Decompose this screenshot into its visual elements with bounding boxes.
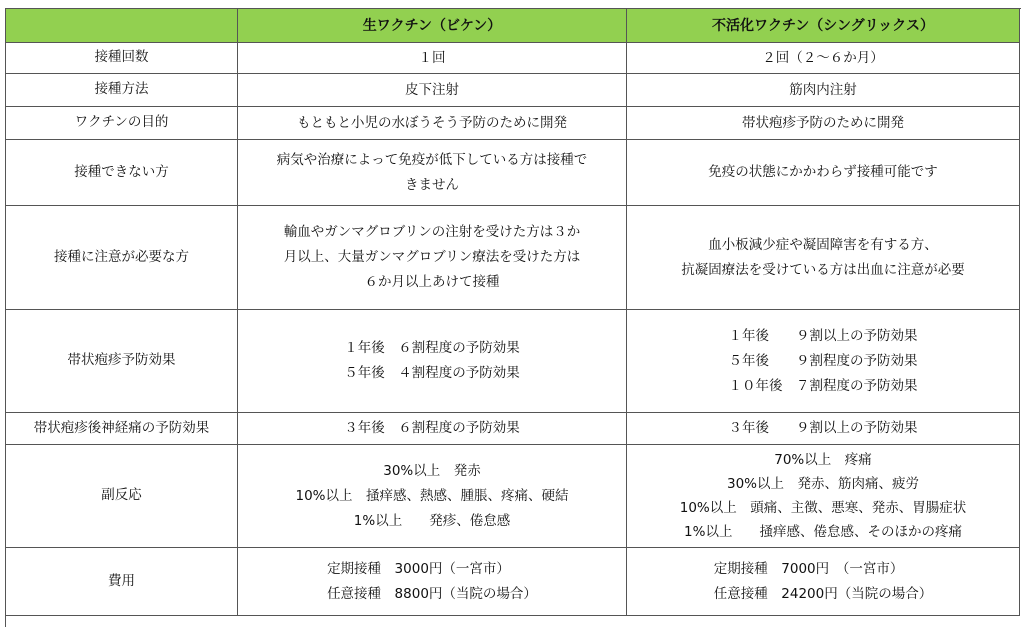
live-vaccine-cell	[238, 74, 627, 107]
inactivated-vaccine-cell	[627, 445, 1020, 548]
live-vaccine-cell	[238, 413, 627, 445]
cell-line: ２回（２〜６か月）	[762, 49, 884, 66]
cell-line: ３年後 ６割程度の予防効果	[344, 420, 520, 436]
cell-line: １年後 ６割程度の予防効果	[344, 340, 520, 356]
row-label: 帯状疱疹後神経痛の予防効果	[6, 413, 238, 445]
inactivated-vaccine-cell	[627, 413, 1020, 445]
cell-line: 病気や治療によって免疫が低下している方は接種で	[276, 151, 588, 168]
cell-line: 10%以上 掻痒感、熱感、腫脹、疼痛、硬結	[295, 487, 569, 504]
inactivated-vaccine-cell	[627, 548, 1020, 616]
cell-line: ５年後 ４割程度の予防効果	[344, 365, 520, 381]
cell-line: ５年後 ９割程度の予防効果	[728, 352, 918, 369]
cell-line: 皮下注射	[405, 81, 459, 98]
inactivated-vaccine-cell	[627, 206, 1020, 310]
cell-line: 10%以上 頭痛、主徴、悪寒、発赤、胃腸症状	[679, 500, 967, 516]
cell-line: 定期接種 3000円（一宮市）	[327, 560, 510, 577]
row-label: 接種回数	[6, 43, 238, 74]
row-label: 接種に注意が必要な方	[6, 206, 238, 310]
header-corner-cell	[6, 9, 238, 43]
cell-line: もともと小児の水ぼうそう予防のために開発	[297, 114, 567, 131]
cell-line: きません	[405, 176, 459, 193]
cell-line: 70%以上 疼痛	[774, 452, 872, 468]
cell-line: 1%以上 掻痒感、倦怠感、そのほかの疼痛	[684, 524, 962, 540]
cell-line: 月以上、大量ガンマグロブリン療法を受けた方は	[283, 249, 581, 265]
cell-line: 1%以上 発疹、倦怠感	[353, 512, 511, 529]
cell-line: 定期接種 7000円 （一宮市）	[713, 560, 904, 577]
cell-line: 輸血やガンマグロブリンの注射を受けた方は３か	[283, 224, 581, 240]
cell-line: １回	[418, 49, 446, 66]
live-vaccine-cell	[238, 107, 627, 140]
live-vaccine-cell	[238, 43, 627, 74]
cell-line: 帯状疱疹予防のために開発	[742, 114, 904, 131]
row-label: 副反応	[6, 445, 238, 548]
cell-line: 抗凝固療法を受けている方は出血に注意が必要	[681, 261, 965, 278]
row-label: 接種できない方	[6, 140, 238, 206]
inactivated-vaccine-cell	[627, 43, 1020, 74]
cell-line: １年後 ９割以上の予防効果	[728, 327, 918, 344]
inactivated-vaccine-cell	[627, 140, 1020, 206]
live-vaccine-cell	[238, 206, 627, 310]
live-vaccine-cell	[238, 445, 627, 548]
cell-line: 筋肉内注射	[789, 81, 857, 98]
row-label: 費用	[6, 548, 238, 616]
live-vaccine-cell	[238, 140, 627, 206]
inactivated-vaccine-cell	[627, 310, 1020, 413]
cell-line: 30%以上 発赤	[383, 462, 481, 479]
cell-line: 30%以上 発赤、筋肉痛、疲労	[726, 476, 919, 492]
row-label: 帯状疱疹予防効果	[6, 310, 238, 413]
cell-line: ３年後 ９割以上の予防効果	[728, 420, 918, 436]
cell-line: 血小板減少症や凝固障害を有する方、	[708, 236, 938, 253]
comparison-table	[5, 8, 1021, 627]
cell-line: 任意接種 8800円（当院の場合）	[327, 585, 537, 602]
cell-line: 免疫の状態にかかわらず接種可能です	[708, 164, 938, 180]
row-label: ワクチンの目的	[6, 107, 238, 140]
live-vaccine-cell	[238, 548, 627, 616]
header-live-vaccine: 生ワクチン（ビケン）	[238, 9, 627, 43]
cell-line: ６か月以上あけて接種	[364, 274, 500, 290]
cell-line: 任意接種 24200円（当院の場合）	[713, 585, 933, 602]
inactivated-vaccine-cell	[627, 74, 1020, 107]
row-label: 接種方法	[6, 74, 238, 107]
live-vaccine-cell	[238, 310, 627, 413]
inactivated-vaccine-cell	[627, 107, 1020, 140]
header-inactivated-vaccine: 不活化ワクチン（シングリックス）	[627, 9, 1020, 43]
cell-line: １０年後 ７割程度の予防効果	[728, 377, 918, 394]
